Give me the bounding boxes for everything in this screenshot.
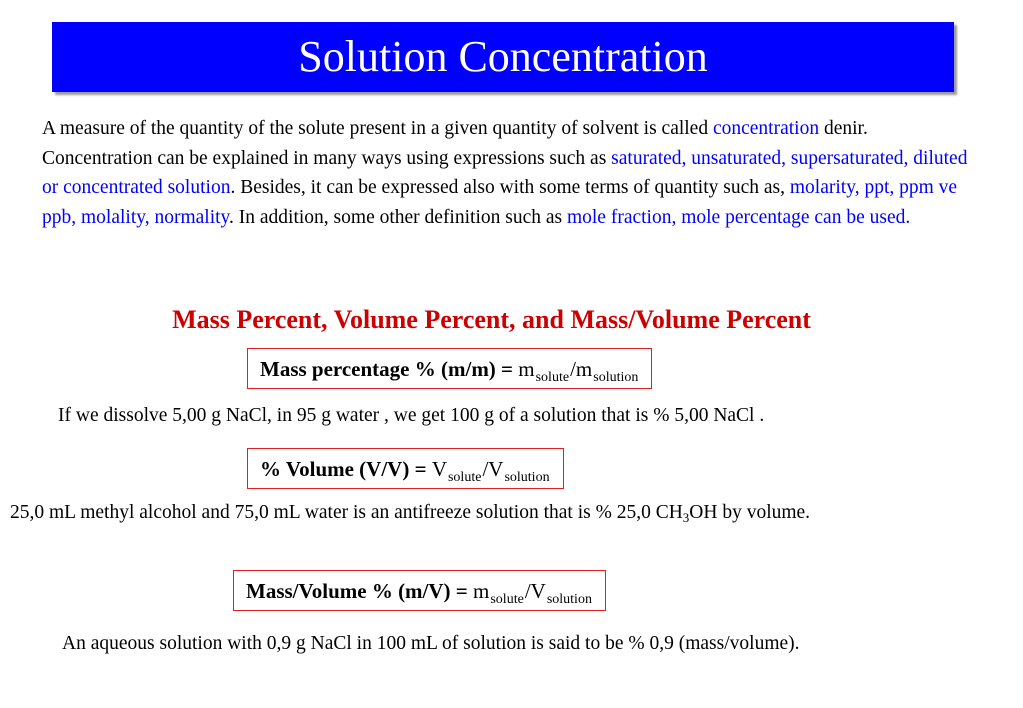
intro-paragraph [42, 114, 972, 232]
intro-keyword-quantity-terms: molarity, ppt, ppm ve ppb, molality, normality [42, 177, 958, 228]
mass-percent-formula-box [247, 348, 652, 389]
mass-volume-percent-example: An aqueous solution with 0,9 g NaCl in 100 mL of solution is said to be % 0,9 (mass/volume). [62, 633, 800, 654]
mass-denominator-sub: solution [593, 370, 639, 385]
volume-numerator-sub: solute [447, 470, 482, 485]
mass-numerator-var: m [518, 357, 535, 381]
volume-denominator-var: V [488, 457, 504, 481]
volume-numerator-var: V [431, 457, 447, 481]
mass-denominator-var: m [575, 357, 593, 381]
volume-example-subscript: 3 [682, 510, 690, 525]
volume-denominator-sub: solution [504, 470, 550, 485]
section-heading: Mass Percent, Volume Percent, and Mass/Volume Percent [172, 305, 811, 334]
title-banner [52, 22, 954, 92]
massvol-denominator-sub: solution [546, 592, 592, 607]
massvol-numerator-sub: solute [490, 592, 524, 607]
intro-keyword-concentration: concentration [712, 118, 820, 139]
mass-volume-percent-label: Mass/Volume % (m/V) = [246, 579, 474, 603]
slide-title: Solution Concentration [298, 32, 708, 81]
massvol-denominator-var: V [530, 579, 546, 603]
mass-volume-percent-formula-box [233, 570, 606, 611]
intro-keyword-solution-types: saturated, unsaturated, supersaturated, diluted or concentrated solution [42, 147, 968, 198]
volume-percent-label: % Volume (V/V) = [260, 457, 432, 481]
mass-slash: / [570, 357, 576, 381]
volume-percent-example [10, 499, 1010, 528]
volume-slash: / [482, 457, 489, 481]
intro-keyword-other-definitions: mole fraction, mole percentage can be used. [566, 206, 911, 228]
intro-text-2: denir. Concentration can be explained in many ways using expressions such as [42, 118, 868, 169]
intro-text-4: . In addition, some other definition such as [229, 206, 567, 228]
mass-numerator-sub: solute [535, 370, 570, 385]
intro-text-3: . Besides, it can be expressed also with some terms of quantity such as, [230, 177, 790, 198]
intro-text-1: A measure of the quantity of the solute present in a given quantity of solvent is called [42, 118, 713, 139]
mass-percent-label: Mass percentage % (m/m) = [260, 357, 519, 381]
massvol-numerator-var: m [473, 579, 490, 603]
volume-example-text-2: OH by volume. [689, 502, 811, 523]
mass-percent-example: If we dissolve 5,00 g NaCl, in 95 g water , we get 100 g of a solution that is % 5,00 NaCl . [58, 405, 765, 426]
massvol-slash: / [524, 579, 531, 603]
volume-example-text-1: 25,0 mL methyl alcohol and 75,0 mL water is an antifreeze solution that is % 25,0 CH [10, 502, 683, 523]
volume-percent-formula-box [247, 448, 564, 489]
